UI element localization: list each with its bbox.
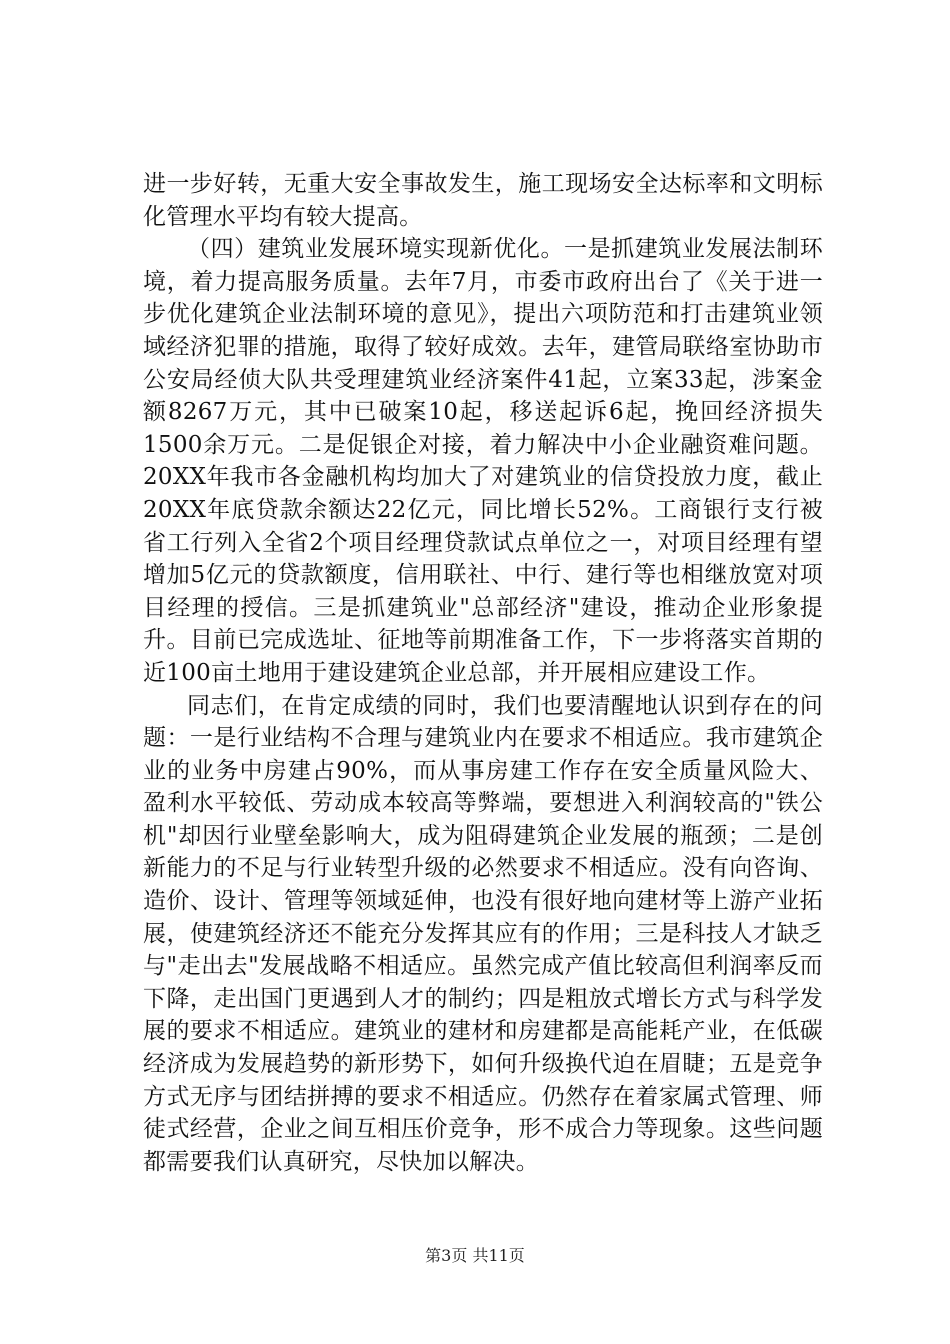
paragraph-3: 同志们，在肯定成绩的同时，我们也要清醒地认识到存在的问题：一是行业结构不合理与建筑业内在要求不相适应。我市建筑企业的业务中房建占90%，而从事房建工作存在安全质量风险大、盈利水平较低、劳动成本较高等弊端，要想进入利润较高的"铁公机"却因行业壁垒影响大，成为阻碍建筑企业发展的瓶颈；二是创新能力的不足与行业转型升级的必然要求不相适应。没有向咨询、造价、设计、管理等领域延伸，也没有很好地向建材等上游产业拓展，使建筑经济还不能充分发挥其应有的作用；三是科技人才缺乏与"走出去"发展战略不相适应。虽然完成产值比较高但利润率反而下降，走出国门更遇到人才的制约；四是粗放式增长方式与科学发展的要求不相适应。建筑业的建材和房建都是高能耗产业，在低碳经济成为发展趋势的新形势下，如何升级换代迫在眉睫；五是竞争方式无序与团结拼搏的要求不相适应。仍然存在着家属式管理、师徒式经营，企业之间互相压价竞争，形不成合力等现象。这些问题都需要我们认真研究，尽快加以解决。	[143, 692, 823, 1175]
page-footer: 第3页 共11页	[425, 1246, 525, 1265]
paragraph-2: （四）建筑业发展环境实现新优化。一是抓建筑业发展法制环境，着力提高服务质量。去年7月，市委市政府出台了《关于进一步优化建筑企业法制环境的意见》，提出六项防范和打击建筑业领域经济犯罪的措施，取得了较好成效。去年，建管局联络室协助市公安局经侦大队共受理建筑业经济案件41起，立案33起，涉案金额8267万元，其中已破案10起，移送起诉6起，挽回经济损失1500余万元。二是促银企对接，着力解决中小企业融资难问题。20XX年我市各金融机构均加大了对建筑业的信贷投放力度，截止20XX年底贷款余额达22亿元，同比增长52%。工商银行支行被省工行列入全省2个项目经理贷款试点单位之一，对项目经理有望增加5亿元的贷款额度，信用联社、中行、建行等也相继放宽对项目经理的授信。三是抓建筑业"总部经济"建设，推动企业形象提升。目前已完成选址、征地等前期准备工作，下一步将落实首期的近100亩土地用于建设建筑企业总部，并开展相应建设工作。	[143, 236, 823, 686]
document-body	[143, 168, 823, 1178]
paragraph-1: 进一步好转，无重大安全事故发生，施工现场安全达标率和文明标化管理水平均有较大提高。	[143, 171, 823, 230]
